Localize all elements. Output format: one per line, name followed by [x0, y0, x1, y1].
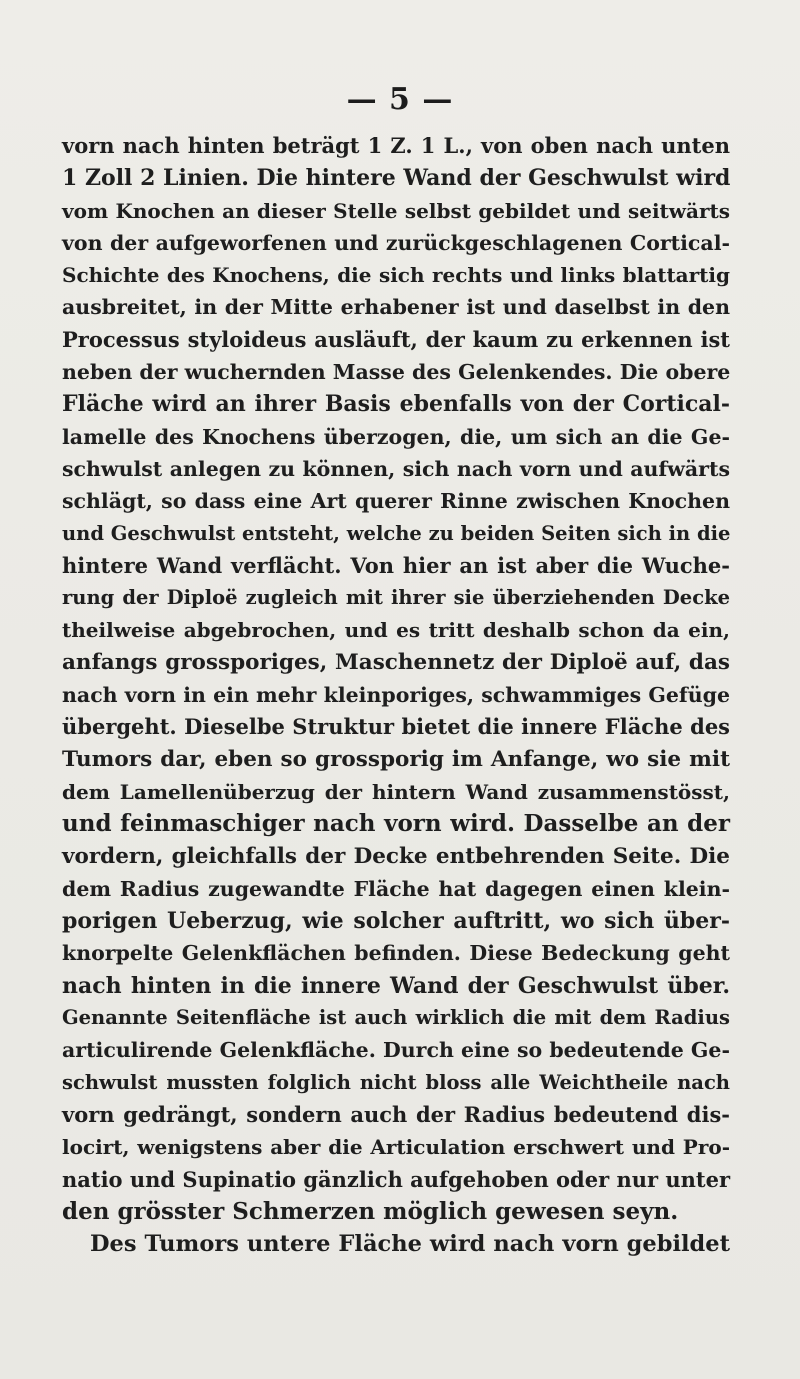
- text-line-12: schlägt, so dass eine Art querer Rinne zwischen Knochen: [62, 489, 730, 514]
- text-line-25: porigen Ueberzug, wie solcher auftritt, wo sich über-: [62, 908, 730, 935]
- text-line-17: anfangs grossporiges, Maschennetz der Diploë auf, das: [62, 649, 730, 675]
- text-line-13: und Geschwulst entsteht, welche zu beiden Seiten sich in die: [62, 521, 731, 545]
- text-line-24: dem Radius zugewandte Fläche hat dagegen einen klein-: [62, 876, 730, 901]
- text-line-28: Genannte Seitenfläche ist auch wirklich die mit dem Radius: [62, 1006, 730, 1030]
- text-line-9: Fläche wird an ihrer Basis ebenfalls von der Cortical-: [62, 391, 730, 418]
- text-line-14: hintere Wand verflächt. Von hier an ist aber die Wuche-: [62, 552, 730, 578]
- text-line-10: lamelle des Knochens überzogen, die, um sich an die Ge-: [62, 424, 730, 449]
- text-line-11: schwulst anlegen zu können, sich nach vorn und aufwärts: [62, 456, 730, 481]
- text-line-6: ausbreitet, in der Mitte erhabener ist und daselbst in den: [62, 295, 730, 320]
- text-line-29: articulirende Gelenkfläche. Durch eine so bedeutende Ge-: [62, 1038, 730, 1063]
- text-line-31: vorn gedrängt, sondern auch der Radius bedeutend dis-: [62, 1101, 730, 1127]
- text-line-22: und feinmaschiger nach vorn wird. Dasselbe an der: [62, 810, 730, 838]
- text-line-5: Schichte des Knochens, die sich rechts und links blattartig: [62, 263, 730, 288]
- text-line-27: nach hinten in die innere Wand der Geschwulst über.: [62, 972, 730, 999]
- text-line-20: Tumors dar, eben so grossporig im Anfange, wo sie mit: [62, 746, 730, 772]
- text-line-26: knorpelte Gelenkflächen befinden. Diese Bedeckung geht: [62, 941, 730, 966]
- text-line-3: vom Knochen an dieser Stelle selbst gebildet und seitwärts: [62, 198, 730, 223]
- body-text: [62, 130, 730, 1260]
- text-line-15: rung der Diploë zugleich mit ihrer sie überziehenden Decke: [62, 586, 730, 610]
- page-number: — 5 —: [346, 82, 454, 117]
- text-line-7: Processus styloideus ausläuft, der kaum zu erkennen ist: [62, 326, 730, 352]
- text-line-32: locirt, wenigstens aber die Articulation erschwert und Pro-: [62, 1135, 730, 1160]
- text-line-35: Des Tumors untere Fläche wird nach vorn gebildet: [90, 1231, 730, 1258]
- text-line-30: schwulst mussten folglich nicht bloss alle Weichtheile nach: [62, 1070, 730, 1094]
- text-line-18: nach vorn in ein mehr kleinporiges, schwammiges Gefüge: [62, 683, 730, 708]
- text-line-8: neben der wuchernden Masse des Gelenkendes. Die obere: [62, 360, 731, 385]
- text-line-34: den grösster Schmerzen möglich gewesen seyn.: [62, 1197, 679, 1225]
- text-line-23: vordern, gleichfalls der Decke entbehrenden Seite. Die: [62, 843, 730, 869]
- text-line-33: natio und Supinatio gänzlich aufgehoben oder nur unter: [62, 1166, 731, 1192]
- text-line-19: übergeht. Dieselbe Struktur bietet die innere Fläche des: [62, 714, 730, 740]
- text-line-21: dem Lamellenüberzug der hintern Wand zusammenstösst,: [62, 779, 730, 804]
- text-line-1: vorn nach hinten beträgt 1 Z. 1 L., von oben nach unten: [62, 133, 730, 158]
- text-line-2: 1 Zoll 2 Linien. Die hintere Wand der Geschwulst wird: [62, 165, 731, 192]
- text-line-4: von der aufgeworfenen und zurückgeschlagenen Cortical-: [62, 230, 730, 255]
- text-line-16: theilweise abgebrochen, und es tritt deshalb schon da ein,: [62, 618, 730, 643]
